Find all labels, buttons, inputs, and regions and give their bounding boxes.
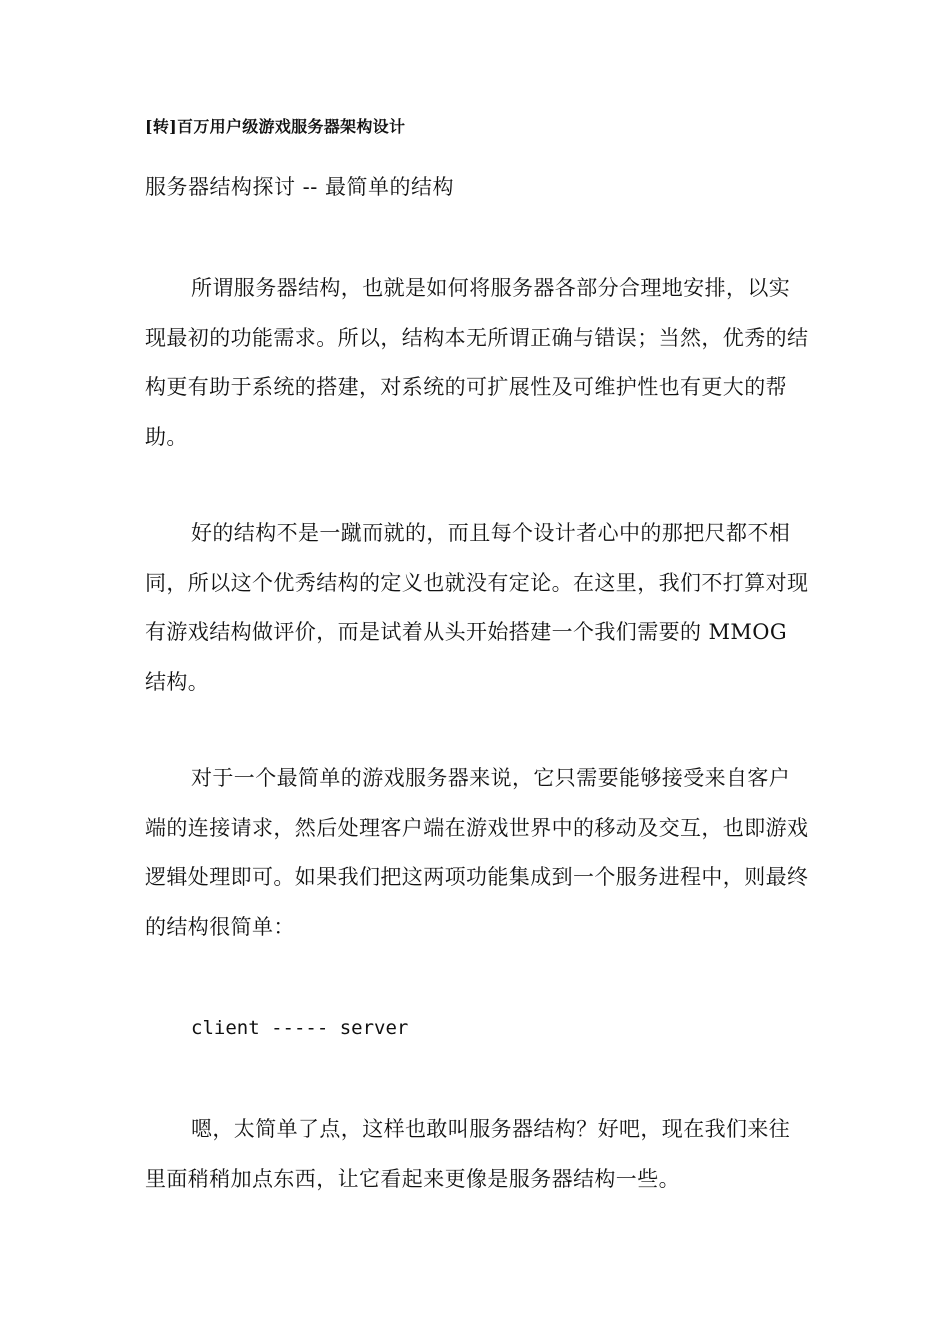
client-server-diagram-line: client ----- server: [191, 1017, 409, 1039]
paragraph-1: 所谓服务器结构，也就是如何将服务器各部分合理地安排，以实现最初的功能需求。所以，结构本无所谓正确与错误；当然，优秀的结构更有助于系统的搭建，对系统的可扩展性及可维护性也有更大的帮助。: [145, 276, 809, 449]
document-title: [转]百万用户级游戏服务器架构设计: [145, 117, 406, 136]
paragraph-2: 好的结构不是一蹴而就的，而且每个设计者心中的那把尺都不相同，所以这个优秀结构的定义也就没有定论。在这里，我们不打算对现有游戏结构做评价，而是试着从头开始搭建一个我们需要的 MMOG 结构。: [145, 521, 809, 694]
paragraph-4: 嗯，太简单了点，这样也敢叫服务器结构？好吧，现在我们来往里面稍稍加点东西，让它看起来更像是服务器结构一些。: [145, 1117, 791, 1191]
paragraph-3: 对于一个最简单的游戏服务器来说，它只需要能够接受来自客户端的连接请求，然后处理客户端在游戏世界中的移动及交互，也即游戏逻辑处理即可。如果我们把这两项功能集成到一个服务进程中，则最终的结构很简单：: [145, 766, 809, 939]
section-heading: 服务器结构探讨 -- 最简单的结构: [145, 175, 455, 199]
